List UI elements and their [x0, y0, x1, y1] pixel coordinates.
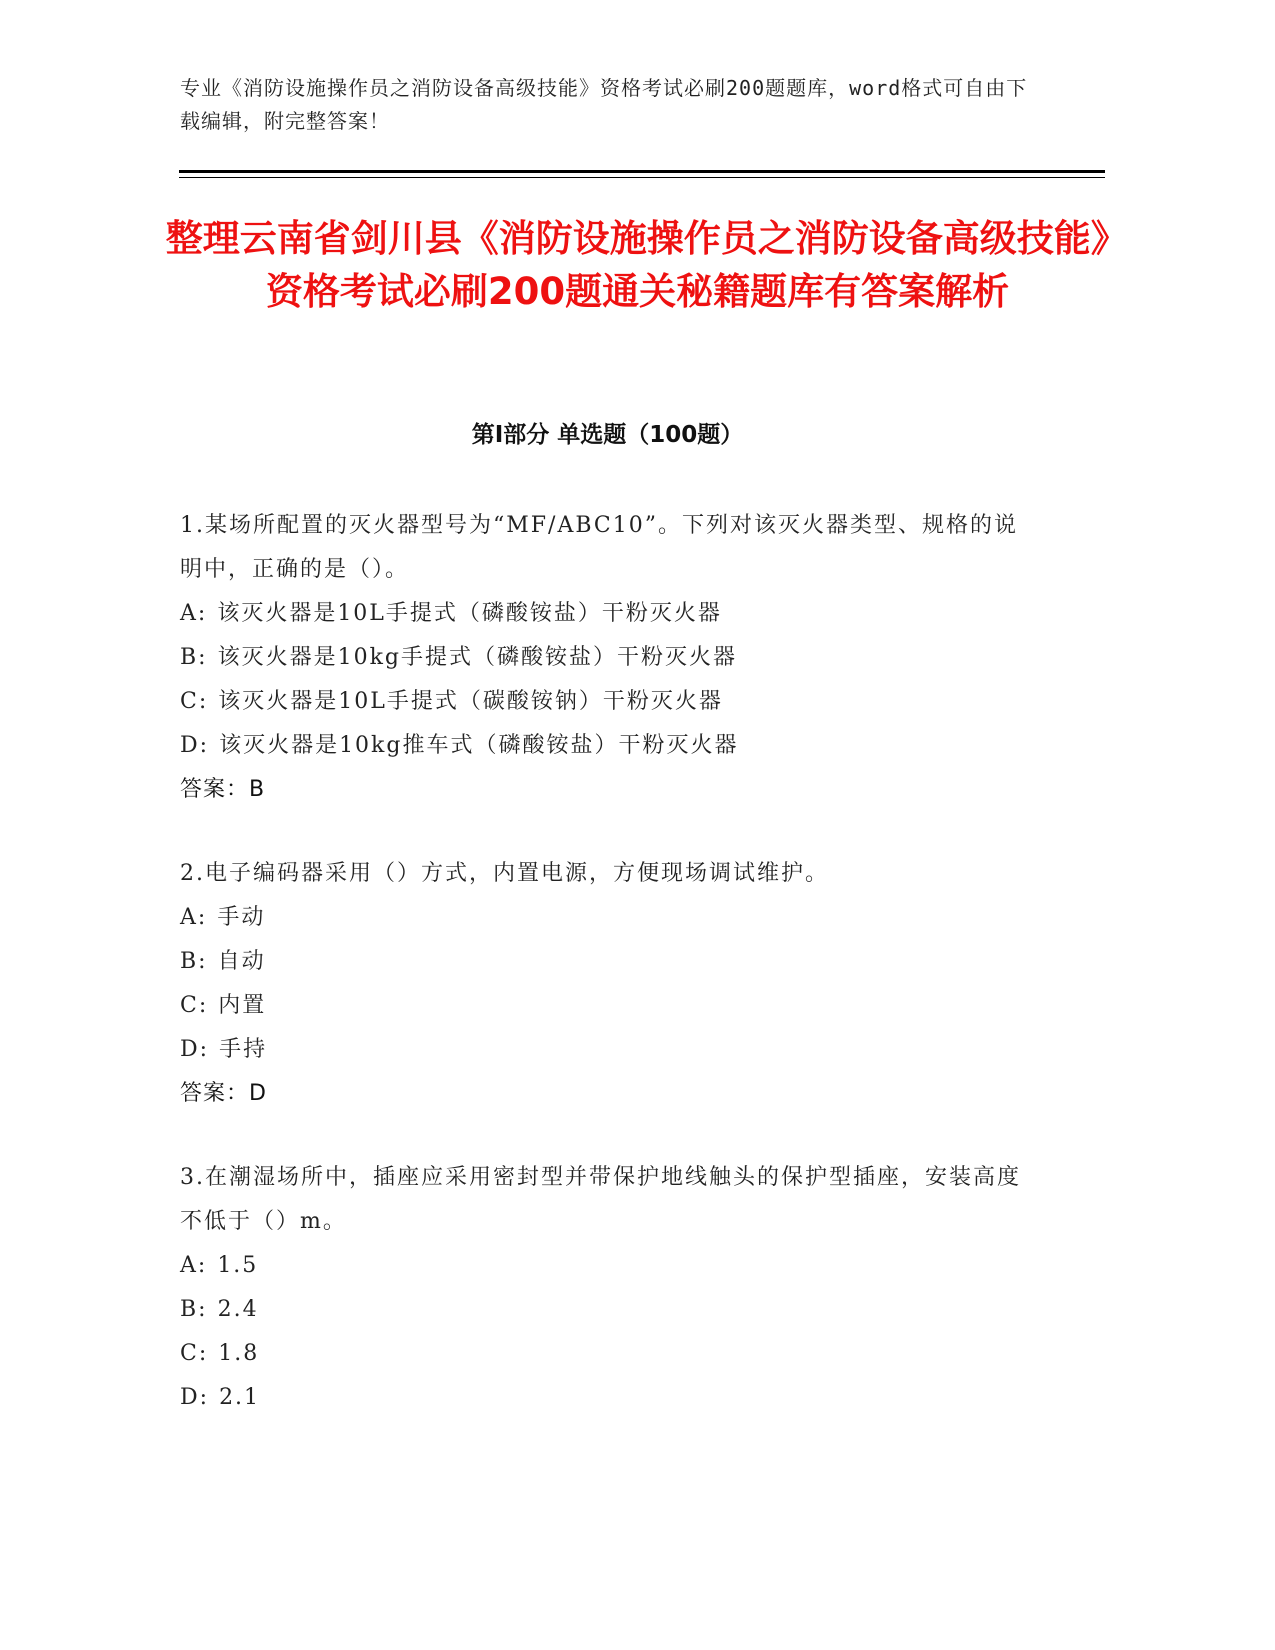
option-text: 手持 — [219, 1037, 268, 1062]
question-1 — [180, 504, 1030, 812]
question-3 — [180, 1156, 1030, 1420]
option-text: 该灭火器是10kg推车式（磷酸铵盐）干粉灭火器 — [219, 733, 739, 758]
option-key: B: — [180, 645, 208, 670]
option-c — [180, 1332, 1030, 1376]
option-key: B: — [180, 1297, 208, 1322]
header-divider-thick — [179, 170, 1105, 173]
option-key: C: — [180, 689, 209, 714]
option-text: 该灭火器是10L手提式（碳酸铵钠）干粉灭火器 — [218, 689, 723, 714]
option-key: C: — [180, 1341, 209, 1366]
question-text: 1.某场所配置的灭火器型号为“MF/ABC10”。下列对该灭火器类型、规格的说明中，正确的是（）。 — [180, 513, 1018, 582]
option-c — [180, 984, 1030, 1028]
section-heading: 第Ⅰ部分 单选题（100题） — [471, 422, 744, 448]
option-b — [180, 636, 1030, 680]
option-key: A: — [180, 905, 208, 930]
answer-line: 答案：D — [180, 1081, 267, 1106]
question-2 — [180, 852, 1030, 1116]
option-key: D: — [180, 733, 210, 758]
option-key: A: — [180, 1253, 208, 1278]
option-text: 该灭火器是10kg手提式（磷酸铵盐）干粉灭火器 — [217, 645, 738, 670]
option-key: C: — [180, 993, 209, 1018]
option-text: 2.4 — [217, 1297, 259, 1322]
option-key: B: — [180, 949, 208, 974]
option-a — [180, 592, 1030, 636]
option-text: 该灭火器是10L手提式（磷酸铵盐）干粉灭火器 — [217, 601, 722, 626]
option-a — [180, 1244, 1030, 1288]
option-text: 自动 — [217, 949, 266, 974]
option-d — [180, 1376, 1030, 1420]
option-text: 1.8 — [218, 1341, 260, 1366]
option-b — [180, 940, 1030, 984]
option-d — [180, 1028, 1030, 1072]
option-text: 1.5 — [217, 1253, 259, 1278]
option-text: 内置 — [218, 993, 267, 1018]
answer-line: 答案：B — [180, 777, 266, 802]
option-text: 手动 — [217, 905, 266, 930]
header-divider-thin — [179, 177, 1105, 178]
header-note: 专业《消防设施操作员之消防设备高级技能》资格考试必刷200题题库，word格式可自由下载编辑，附完整答案！ — [180, 76, 1028, 133]
question-text: 3.在潮湿场所中，插座应采用密封型并带保护地线触头的保护型插座，安装高度不低于（）m。 — [180, 1165, 1021, 1234]
option-b — [180, 1288, 1030, 1332]
option-d — [180, 724, 1030, 768]
option-a — [180, 896, 1030, 940]
question-text: 2.电子编码器采用（）方式，内置电源，方便现场调试维护。 — [180, 861, 829, 886]
document-title: 整理云南省剑川县《消防设施操作员之消防设备高级技能》资格考试必刷200题通关秘籍题库有答案解析 — [165, 217, 1110, 313]
option-c — [180, 680, 1030, 724]
option-key: A: — [180, 601, 208, 626]
option-text: 2.1 — [219, 1385, 261, 1410]
option-key: D: — [180, 1037, 210, 1062]
option-key: D: — [180, 1385, 210, 1410]
